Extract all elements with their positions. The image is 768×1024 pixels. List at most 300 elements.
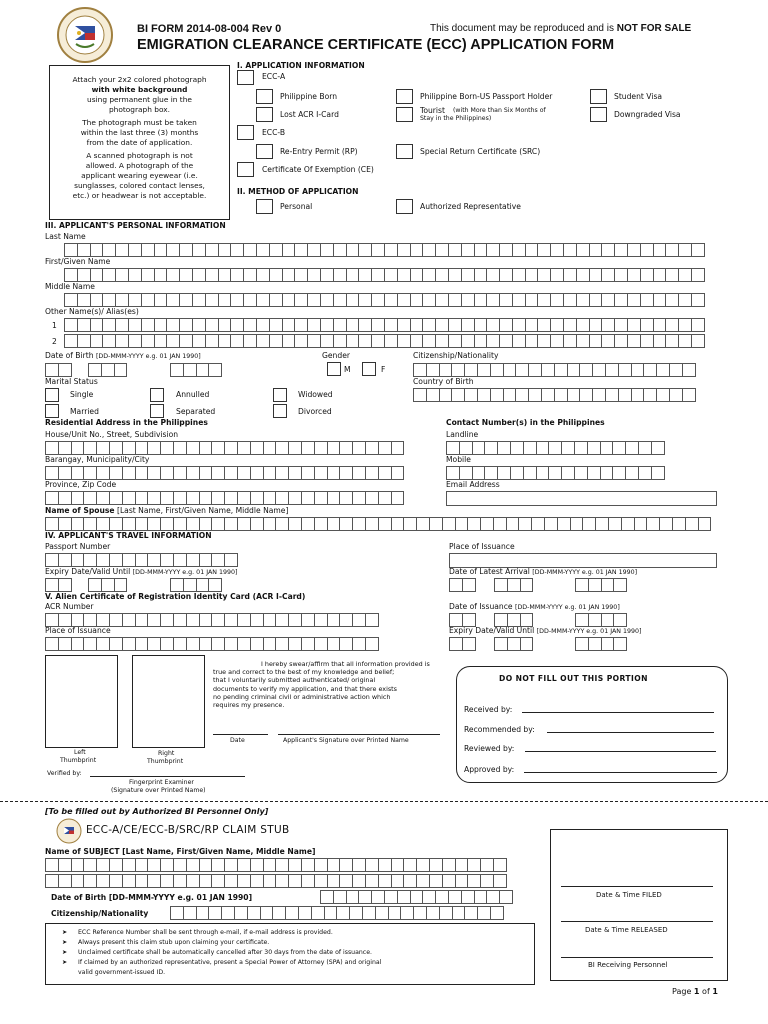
char-cell[interactable]: [307, 334, 321, 348]
char-cell[interactable]: [449, 613, 463, 627]
char-cell[interactable]: [588, 578, 602, 592]
char-cell[interactable]: [416, 874, 430, 888]
char-cell[interactable]: [269, 243, 283, 257]
char-cell[interactable]: [384, 334, 398, 348]
char-cell[interactable]: [83, 613, 97, 627]
date-line[interactable]: [213, 734, 268, 735]
char-cell[interactable]: [448, 334, 462, 348]
char-cell[interactable]: [64, 268, 78, 282]
char-cell[interactable]: [587, 441, 601, 455]
char-cell[interactable]: [58, 363, 72, 377]
divorced-checkbox[interactable]: [273, 404, 287, 418]
char-cell[interactable]: [575, 637, 589, 651]
char-cell[interactable]: [613, 637, 627, 651]
left-thumbprint-box[interactable]: [45, 655, 118, 748]
char-cell[interactable]: [490, 388, 504, 402]
char-cell[interactable]: [455, 858, 469, 872]
char-cell[interactable]: [582, 517, 596, 531]
char-cell[interactable]: [499, 268, 513, 282]
char-cell[interactable]: [507, 613, 521, 627]
char-cell[interactable]: [333, 890, 347, 904]
char-cell[interactable]: [173, 441, 187, 455]
char-cell[interactable]: [588, 613, 602, 627]
char-cell[interactable]: [314, 613, 328, 627]
char-cell[interactable]: [365, 858, 379, 872]
ph-us-passport-checkbox[interactable]: [396, 89, 413, 104]
char-cell[interactable]: [525, 243, 539, 257]
char-cell[interactable]: [186, 613, 200, 627]
char-cell[interactable]: [333, 293, 347, 307]
char-cell[interactable]: [497, 441, 511, 455]
char-cell[interactable]: [211, 874, 225, 888]
char-cell[interactable]: [141, 243, 155, 257]
char-cell[interactable]: [45, 491, 59, 505]
char-cell[interactable]: [256, 318, 270, 332]
char-cell[interactable]: [333, 334, 347, 348]
char-cell[interactable]: [605, 363, 619, 377]
char-cell[interactable]: [237, 441, 251, 455]
char-cell[interactable]: [631, 363, 645, 377]
char-cell[interactable]: [563, 268, 577, 282]
char-cell[interactable]: [346, 890, 360, 904]
char-cell[interactable]: [531, 517, 545, 531]
acr-place-input[interactable]: [45, 637, 378, 651]
char-cell[interactable]: [352, 517, 366, 531]
mobile-input[interactable]: [446, 466, 664, 480]
char-cell[interactable]: [384, 293, 398, 307]
char-cell[interactable]: [643, 388, 657, 402]
char-cell[interactable]: [461, 243, 475, 257]
char-cell[interactable]: [653, 293, 667, 307]
char-cell[interactable]: [474, 318, 488, 332]
char-cell[interactable]: [588, 637, 602, 651]
char-cell[interactable]: [272, 906, 286, 920]
char-cell[interactable]: [669, 388, 683, 402]
char-cell[interactable]: [247, 906, 261, 920]
char-cell[interactable]: [128, 334, 142, 348]
char-cell[interactable]: [339, 637, 353, 651]
char-cell[interactable]: [391, 874, 405, 888]
last-name-input[interactable]: [64, 243, 704, 257]
char-cell[interactable]: [403, 874, 417, 888]
char-cell[interactable]: [141, 334, 155, 348]
alias-1-input[interactable]: [64, 318, 704, 332]
char-cell[interactable]: [160, 874, 174, 888]
char-cell[interactable]: [449, 578, 463, 592]
char-cell[interactable]: [96, 466, 110, 480]
char-cell[interactable]: [282, 334, 296, 348]
char-cell[interactable]: [541, 363, 555, 377]
char-cell[interactable]: [621, 517, 635, 531]
char-cell[interactable]: [64, 334, 78, 348]
char-cell[interactable]: [459, 441, 473, 455]
char-cell[interactable]: [135, 637, 149, 651]
char-cell[interactable]: [114, 363, 128, 377]
char-cell[interactable]: [349, 906, 363, 920]
char-cell[interactable]: [173, 466, 187, 480]
email-input[interactable]: [446, 491, 717, 506]
char-cell[interactable]: [486, 293, 500, 307]
char-cell[interactable]: [211, 637, 225, 651]
char-cell[interactable]: [494, 613, 508, 627]
char-cell[interactable]: [472, 441, 486, 455]
char-cell[interactable]: [224, 858, 238, 872]
char-cell[interactable]: [186, 491, 200, 505]
char-cell[interactable]: [263, 491, 277, 505]
char-cell[interactable]: [346, 293, 360, 307]
char-cell[interactable]: [480, 858, 494, 872]
char-cell[interactable]: [499, 243, 513, 257]
char-cell[interactable]: [109, 491, 123, 505]
char-cell[interactable]: [403, 517, 417, 531]
char-cell[interactable]: [339, 441, 353, 455]
char-cell[interactable]: [507, 637, 521, 651]
char-cell[interactable]: [467, 517, 481, 531]
char-cell[interactable]: [451, 363, 465, 377]
char-cell[interactable]: [237, 613, 251, 627]
char-cell[interactable]: [327, 858, 341, 872]
char-cell[interactable]: [90, 268, 104, 282]
char-cell[interactable]: [275, 874, 289, 888]
char-cell[interactable]: [467, 858, 481, 872]
char-cell[interactable]: [589, 243, 603, 257]
barangay-input[interactable]: [45, 466, 403, 480]
char-cell[interactable]: [301, 637, 315, 651]
char-cell[interactable]: [346, 243, 360, 257]
char-cell[interactable]: [250, 613, 264, 627]
char-cell[interactable]: [173, 553, 187, 567]
char-cell[interactable]: [358, 243, 372, 257]
single-checkbox[interactable]: [45, 388, 59, 402]
char-cell[interactable]: [537, 243, 551, 257]
char-cell[interactable]: [339, 613, 353, 627]
alias-2-input[interactable]: [64, 334, 704, 348]
char-cell[interactable]: [135, 441, 149, 455]
char-cell[interactable]: [160, 517, 174, 531]
char-cell[interactable]: [614, 293, 628, 307]
char-cell[interactable]: [365, 874, 379, 888]
char-cell[interactable]: [576, 334, 590, 348]
ce-checkbox[interactable]: [237, 162, 254, 177]
char-cell[interactable]: [486, 890, 500, 904]
char-cell[interactable]: [237, 874, 251, 888]
char-cell[interactable]: [160, 466, 174, 480]
char-cell[interactable]: [192, 293, 206, 307]
char-cell[interactable]: [352, 466, 366, 480]
char-cell[interactable]: [678, 268, 692, 282]
char-cell[interactable]: [269, 318, 283, 332]
char-cell[interactable]: [651, 441, 665, 455]
char-cell[interactable]: [96, 858, 110, 872]
char-cell[interactable]: [230, 243, 244, 257]
char-cell[interactable]: [391, 441, 405, 455]
char-cell[interactable]: [45, 613, 59, 627]
char-cell[interactable]: [378, 491, 392, 505]
char-cell[interactable]: [365, 466, 379, 480]
char-cell[interactable]: [371, 334, 385, 348]
char-cell[interactable]: [205, 268, 219, 282]
char-cell[interactable]: [493, 874, 507, 888]
char-cell[interactable]: [339, 466, 353, 480]
char-cell[interactable]: [631, 388, 645, 402]
char-cell[interactable]: [561, 441, 575, 455]
char-cell[interactable]: [665, 243, 679, 257]
tourist-checkbox[interactable]: [396, 107, 413, 122]
char-cell[interactable]: [413, 906, 427, 920]
char-cell[interactable]: [160, 637, 174, 651]
char-cell[interactable]: [486, 243, 500, 257]
char-cell[interactable]: [102, 334, 116, 348]
char-cell[interactable]: [518, 517, 532, 531]
char-cell[interactable]: [480, 517, 494, 531]
char-cell[interactable]: [612, 441, 626, 455]
receiving-line[interactable]: [561, 957, 713, 958]
filed-line[interactable]: [561, 886, 713, 887]
right-thumbprint-box[interactable]: [132, 655, 205, 748]
char-cell[interactable]: [589, 268, 603, 282]
char-cell[interactable]: [96, 491, 110, 505]
received-line[interactable]: [522, 712, 714, 713]
char-cell[interactable]: [237, 466, 251, 480]
char-cell[interactable]: [211, 491, 225, 505]
char-cell[interactable]: [384, 318, 398, 332]
char-cell[interactable]: [497, 466, 511, 480]
char-cell[interactable]: [192, 318, 206, 332]
char-cell[interactable]: [659, 517, 673, 531]
expiry-day-input[interactable]: [45, 578, 71, 592]
char-cell[interactable]: [499, 334, 513, 348]
char-cell[interactable]: [493, 517, 507, 531]
char-cell[interactable]: [288, 441, 302, 455]
char-cell[interactable]: [301, 491, 315, 505]
char-cell[interactable]: [166, 293, 180, 307]
char-cell[interactable]: [64, 293, 78, 307]
char-cell[interactable]: [263, 858, 277, 872]
char-cell[interactable]: [58, 553, 72, 567]
char-cell[interactable]: [520, 578, 534, 592]
char-cell[interactable]: [346, 318, 360, 332]
char-cell[interactable]: [58, 637, 72, 651]
char-cell[interactable]: [256, 334, 270, 348]
char-cell[interactable]: [237, 858, 251, 872]
char-cell[interactable]: [512, 268, 526, 282]
char-cell[interactable]: [601, 293, 615, 307]
char-cell[interactable]: [333, 318, 347, 332]
char-cell[interactable]: [435, 268, 449, 282]
char-cell[interactable]: [282, 268, 296, 282]
char-cell[interactable]: [388, 906, 402, 920]
char-cell[interactable]: [250, 491, 264, 505]
char-cell[interactable]: [122, 858, 136, 872]
char-cell[interactable]: [314, 441, 328, 455]
char-cell[interactable]: [275, 466, 289, 480]
char-cell[interactable]: [410, 268, 424, 282]
char-cell[interactable]: [192, 243, 206, 257]
char-cell[interactable]: [166, 318, 180, 332]
char-cell[interactable]: [537, 268, 551, 282]
char-cell[interactable]: [439, 906, 453, 920]
char-cell[interactable]: [576, 293, 590, 307]
stub-dob-input[interactable]: [320, 890, 512, 904]
char-cell[interactable]: [208, 363, 222, 377]
char-cell[interactable]: [58, 858, 72, 872]
char-cell[interactable]: [493, 858, 507, 872]
dob-day-input[interactable]: [45, 363, 71, 377]
char-cell[interactable]: [653, 318, 667, 332]
char-cell[interactable]: [365, 491, 379, 505]
char-cell[interactable]: [486, 318, 500, 332]
char-cell[interactable]: [154, 293, 168, 307]
char-cell[interactable]: [90, 243, 104, 257]
char-cell[interactable]: [224, 491, 238, 505]
char-cell[interactable]: [525, 334, 539, 348]
char-cell[interactable]: [601, 318, 615, 332]
char-cell[interactable]: [301, 874, 315, 888]
char-cell[interactable]: [314, 637, 328, 651]
char-cell[interactable]: [269, 268, 283, 282]
char-cell[interactable]: [378, 858, 392, 872]
char-cell[interactable]: [179, 293, 193, 307]
char-cell[interactable]: [186, 441, 200, 455]
char-cell[interactable]: [199, 553, 213, 567]
char-cell[interactable]: [371, 318, 385, 332]
char-cell[interactable]: [288, 613, 302, 627]
char-cell[interactable]: [614, 334, 628, 348]
char-cell[interactable]: [618, 363, 632, 377]
char-cell[interactable]: [250, 441, 264, 455]
char-cell[interactable]: [160, 553, 174, 567]
char-cell[interactable]: [665, 334, 679, 348]
char-cell[interactable]: [371, 293, 385, 307]
char-cell[interactable]: [384, 268, 398, 282]
first-name-input[interactable]: [64, 268, 704, 282]
char-cell[interactable]: [448, 293, 462, 307]
gender-f-checkbox[interactable]: [362, 362, 376, 376]
char-cell[interactable]: [218, 293, 232, 307]
char-cell[interactable]: [525, 268, 539, 282]
char-cell[interactable]: [224, 613, 238, 627]
char-cell[interactable]: [96, 441, 110, 455]
char-cell[interactable]: [45, 858, 59, 872]
char-cell[interactable]: [510, 466, 524, 480]
char-cell[interactable]: [101, 363, 115, 377]
char-cell[interactable]: [224, 441, 238, 455]
char-cell[interactable]: [109, 613, 123, 627]
char-cell[interactable]: [275, 613, 289, 627]
char-cell[interactable]: [429, 874, 443, 888]
char-cell[interactable]: [154, 243, 168, 257]
char-cell[interactable]: [288, 858, 302, 872]
char-cell[interactable]: [58, 441, 72, 455]
char-cell[interactable]: [115, 318, 129, 332]
personal-checkbox[interactable]: [256, 199, 273, 214]
char-cell[interactable]: [520, 613, 534, 627]
char-cell[interactable]: [102, 318, 116, 332]
char-cell[interactable]: [653, 268, 667, 282]
char-cell[interactable]: [601, 334, 615, 348]
student-visa-checkbox[interactable]: [590, 89, 607, 104]
char-cell[interactable]: [391, 858, 405, 872]
char-cell[interactable]: [339, 517, 353, 531]
char-cell[interactable]: [333, 268, 347, 282]
char-cell[interactable]: [160, 491, 174, 505]
char-cell[interactable]: [170, 578, 184, 592]
char-cell[interactable]: [523, 441, 537, 455]
char-cell[interactable]: [77, 243, 91, 257]
char-cell[interactable]: [135, 517, 149, 531]
ecc-b-checkbox[interactable]: [237, 125, 254, 140]
char-cell[interactable]: [314, 858, 328, 872]
char-cell[interactable]: [601, 243, 615, 257]
char-cell[interactable]: [537, 318, 551, 332]
char-cell[interactable]: [230, 318, 244, 332]
char-cell[interactable]: [122, 441, 136, 455]
char-cell[interactable]: [294, 243, 308, 257]
char-cell[interactable]: [550, 243, 564, 257]
char-cell[interactable]: [250, 466, 264, 480]
char-cell[interactable]: [550, 334, 564, 348]
char-cell[interactable]: [442, 874, 456, 888]
char-cell[interactable]: [115, 243, 129, 257]
char-cell[interactable]: [484, 466, 498, 480]
char-cell[interactable]: [243, 268, 257, 282]
char-cell[interactable]: [422, 293, 436, 307]
char-cell[interactable]: [320, 890, 334, 904]
char-cell[interactable]: [154, 268, 168, 282]
char-cell[interactable]: [45, 553, 59, 567]
char-cell[interactable]: [391, 466, 405, 480]
char-cell[interactable]: [378, 874, 392, 888]
char-cell[interactable]: [691, 334, 705, 348]
char-cell[interactable]: [294, 334, 308, 348]
char-cell[interactable]: [575, 613, 589, 627]
char-cell[interactable]: [352, 858, 366, 872]
married-checkbox[interactable]: [45, 404, 59, 418]
char-cell[interactable]: [384, 890, 398, 904]
char-cell[interactable]: [64, 318, 78, 332]
char-cell[interactable]: [472, 466, 486, 480]
char-cell[interactable]: [358, 318, 372, 332]
char-cell[interactable]: [102, 243, 116, 257]
char-cell[interactable]: [490, 363, 504, 377]
char-cell[interactable]: [397, 890, 411, 904]
char-cell[interactable]: [461, 268, 475, 282]
acr-number-input[interactable]: [45, 613, 378, 627]
char-cell[interactable]: [314, 874, 328, 888]
char-cell[interactable]: [435, 890, 449, 904]
char-cell[interactable]: [96, 553, 110, 567]
char-cell[interactable]: [320, 293, 334, 307]
char-cell[interactable]: [452, 906, 466, 920]
char-cell[interactable]: [477, 363, 491, 377]
char-cell[interactable]: [455, 517, 469, 531]
char-cell[interactable]: [260, 906, 274, 920]
arrival-day-input[interactable]: [449, 578, 475, 592]
char-cell[interactable]: [199, 874, 213, 888]
char-cell[interactable]: [426, 388, 440, 402]
char-cell[interactable]: [128, 293, 142, 307]
char-cell[interactable]: [669, 363, 683, 377]
char-cell[interactable]: [301, 441, 315, 455]
char-cell[interactable]: [71, 637, 85, 651]
char-cell[interactable]: [90, 293, 104, 307]
char-cell[interactable]: [288, 491, 302, 505]
char-cell[interactable]: [416, 858, 430, 872]
char-cell[interactable]: [269, 293, 283, 307]
char-cell[interactable]: [179, 268, 193, 282]
char-cell[interactable]: [448, 890, 462, 904]
char-cell[interactable]: [336, 906, 350, 920]
